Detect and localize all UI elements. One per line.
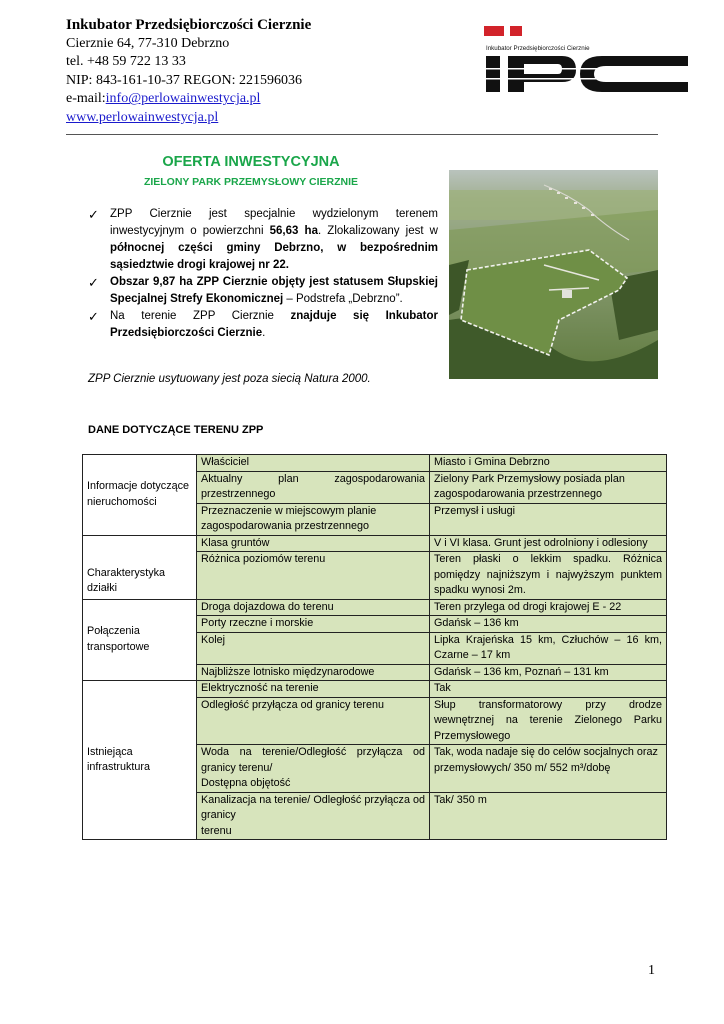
value-cell: Teren przylega od drogi krajowej E - 22 [430,599,667,616]
bullet-text: . Zlokalizowany jest w [317,225,438,237]
email-link[interactable]: info@perlowainwestycja.pl [105,91,261,107]
bullet-bold: 56,63 ha [269,225,318,237]
label-cell: Właściciel [197,455,430,472]
value-cell: Tak, woda nadaje się do celów socjalnych oraz przemysłowych/ 350 m/ 552 m³/dobę [430,745,667,793]
org-name: Inkubator Przedsiębiorczości Cierznie [66,17,312,33]
header-divider [66,134,658,135]
bullet-text: – Podstrefa „Debrzno”. [283,293,403,305]
bullet-text: . [262,327,266,339]
category-cell: Istniejąca infrastruktura [83,681,197,840]
bullet-item [88,274,438,308]
label-cell: Droga dojazdowa do terenu [197,599,430,616]
bullet-bold: znajduje się Inkubator Przedsiębiorczości Cierznie [110,310,439,339]
label-cell: Przeznaczenie w miejscowym planie zagospodarowania przestrzennego [197,503,430,535]
category-cell: Połączenia transportowe [83,599,197,681]
offer-title: OFERTA INWESTYCYJNA [162,154,340,170]
value-cell: Słup transformatorowy przy drodze wewnętrznej na terenie Zielonego Parku Przemysłowego [430,697,667,745]
value-cell: Gdańsk – 136 km [430,616,667,633]
page-number: 1 [648,963,655,978]
ipc-logo [484,20,688,94]
value-cell: Tak/ 350 m [430,792,667,840]
label-cell: Kanalizacja na terenie/ Odległość przyłącza od granicy terenu [197,792,430,840]
bullet-bold: Obszar 9,87 ha ZPP Cierznie objęty jest statusem Słupskiej Specjalnej Strefy Ekonomicznej [110,276,438,305]
value-cell: Lipka Krajeńska 15 km, Człuchów – 16 km, Czarne – 17 km [430,632,667,664]
letterhead [66,16,426,128]
tax-ids: NIP: 843-161-10-37 REGON: 221596036 [66,72,303,88]
category-cell: Charakterystyka działki [83,535,197,599]
label-cell: Najbliższe lotnisko międzynarodowe [197,664,430,681]
value-cell: V i VI klasa. Grunt jest odrolniony i odlesiony [430,535,667,552]
site-data-table [82,454,667,840]
table-row [83,681,667,698]
label-cell: Woda na terenie/Odległość przyłącza od granicy terenu/ Dostępna objętość [197,745,430,793]
label-cell: Elektryczność na terenie [197,681,430,698]
section-heading: DANE DOTYCZĄCE TERENU ZPP [88,424,264,436]
value-cell: Tak [430,681,667,698]
bullet-text: ZPP Cierznie jest specjalnie wydzielonym terenem inwestycyjnym o powierzchni [110,208,438,237]
label-cell: Klasa gruntów [197,535,430,552]
bullet-item [88,206,438,274]
offer-bullets [88,206,438,342]
bullet-bold: północnej części gminy Debrzno, w bezpośrednim sąsiedztwie drogi krajowej nr 22. [110,242,438,271]
value-cell: Gdańsk – 136 km, Poznań – 131 km [430,664,667,681]
table-row [83,455,667,472]
checkmark-icon: ✓ [88,309,99,324]
email-label: e-mail: [66,91,106,107]
category-cell: Informacje dotyczące nieruchomości [83,455,197,536]
value-cell: Zielony Park Przemysłowy posiada plan zagospodarowania przestrzennego [430,471,667,503]
checkmark-icon: ✓ [88,275,99,290]
address: Cierznie 64, 77-310 Debrzno [66,35,230,51]
offer-subtitle: ZIELONY PARK PRZEMYSŁOWY CIERZNIE [143,176,359,188]
table-row [83,535,667,552]
natura-note: ZPP Cierznie usytuowany jest poza siecią Natura 2000. [88,373,371,385]
label-cell: Różnica poziomów terenu [197,552,430,600]
value-cell: Miasto i Gmina Debrzno [430,455,667,472]
table-row [83,599,667,616]
label-cell: Odległość przyłącza od granicy terenu [197,697,430,745]
label-cell: Kolej [197,632,430,664]
aerial-photo [449,170,658,379]
bullet-item [88,308,438,342]
label-cell: Porty rzeczne i morskie [197,616,430,633]
value-cell: Teren płaski o lekkim spadku. Różnica pomiędzy najniższym i najwyższym punktem spadku wynosi 2m. [430,552,667,600]
email-line [66,90,426,109]
value-cell: Przemysł i usługi [430,503,667,535]
phone: tel. +48 59 722 13 33 [66,54,186,70]
label-cell: Aktualny plan zagospodarowania przestrzennego [197,471,430,503]
checkmark-icon: ✓ [88,207,99,222]
logo-tagline: Inkubator Przedsiębiorczości Cierznie [486,45,590,52]
website-link[interactable]: www.perlowainwestycja.pl [66,109,219,125]
bullet-text: Na terenie ZPP Cierznie [110,310,291,322]
